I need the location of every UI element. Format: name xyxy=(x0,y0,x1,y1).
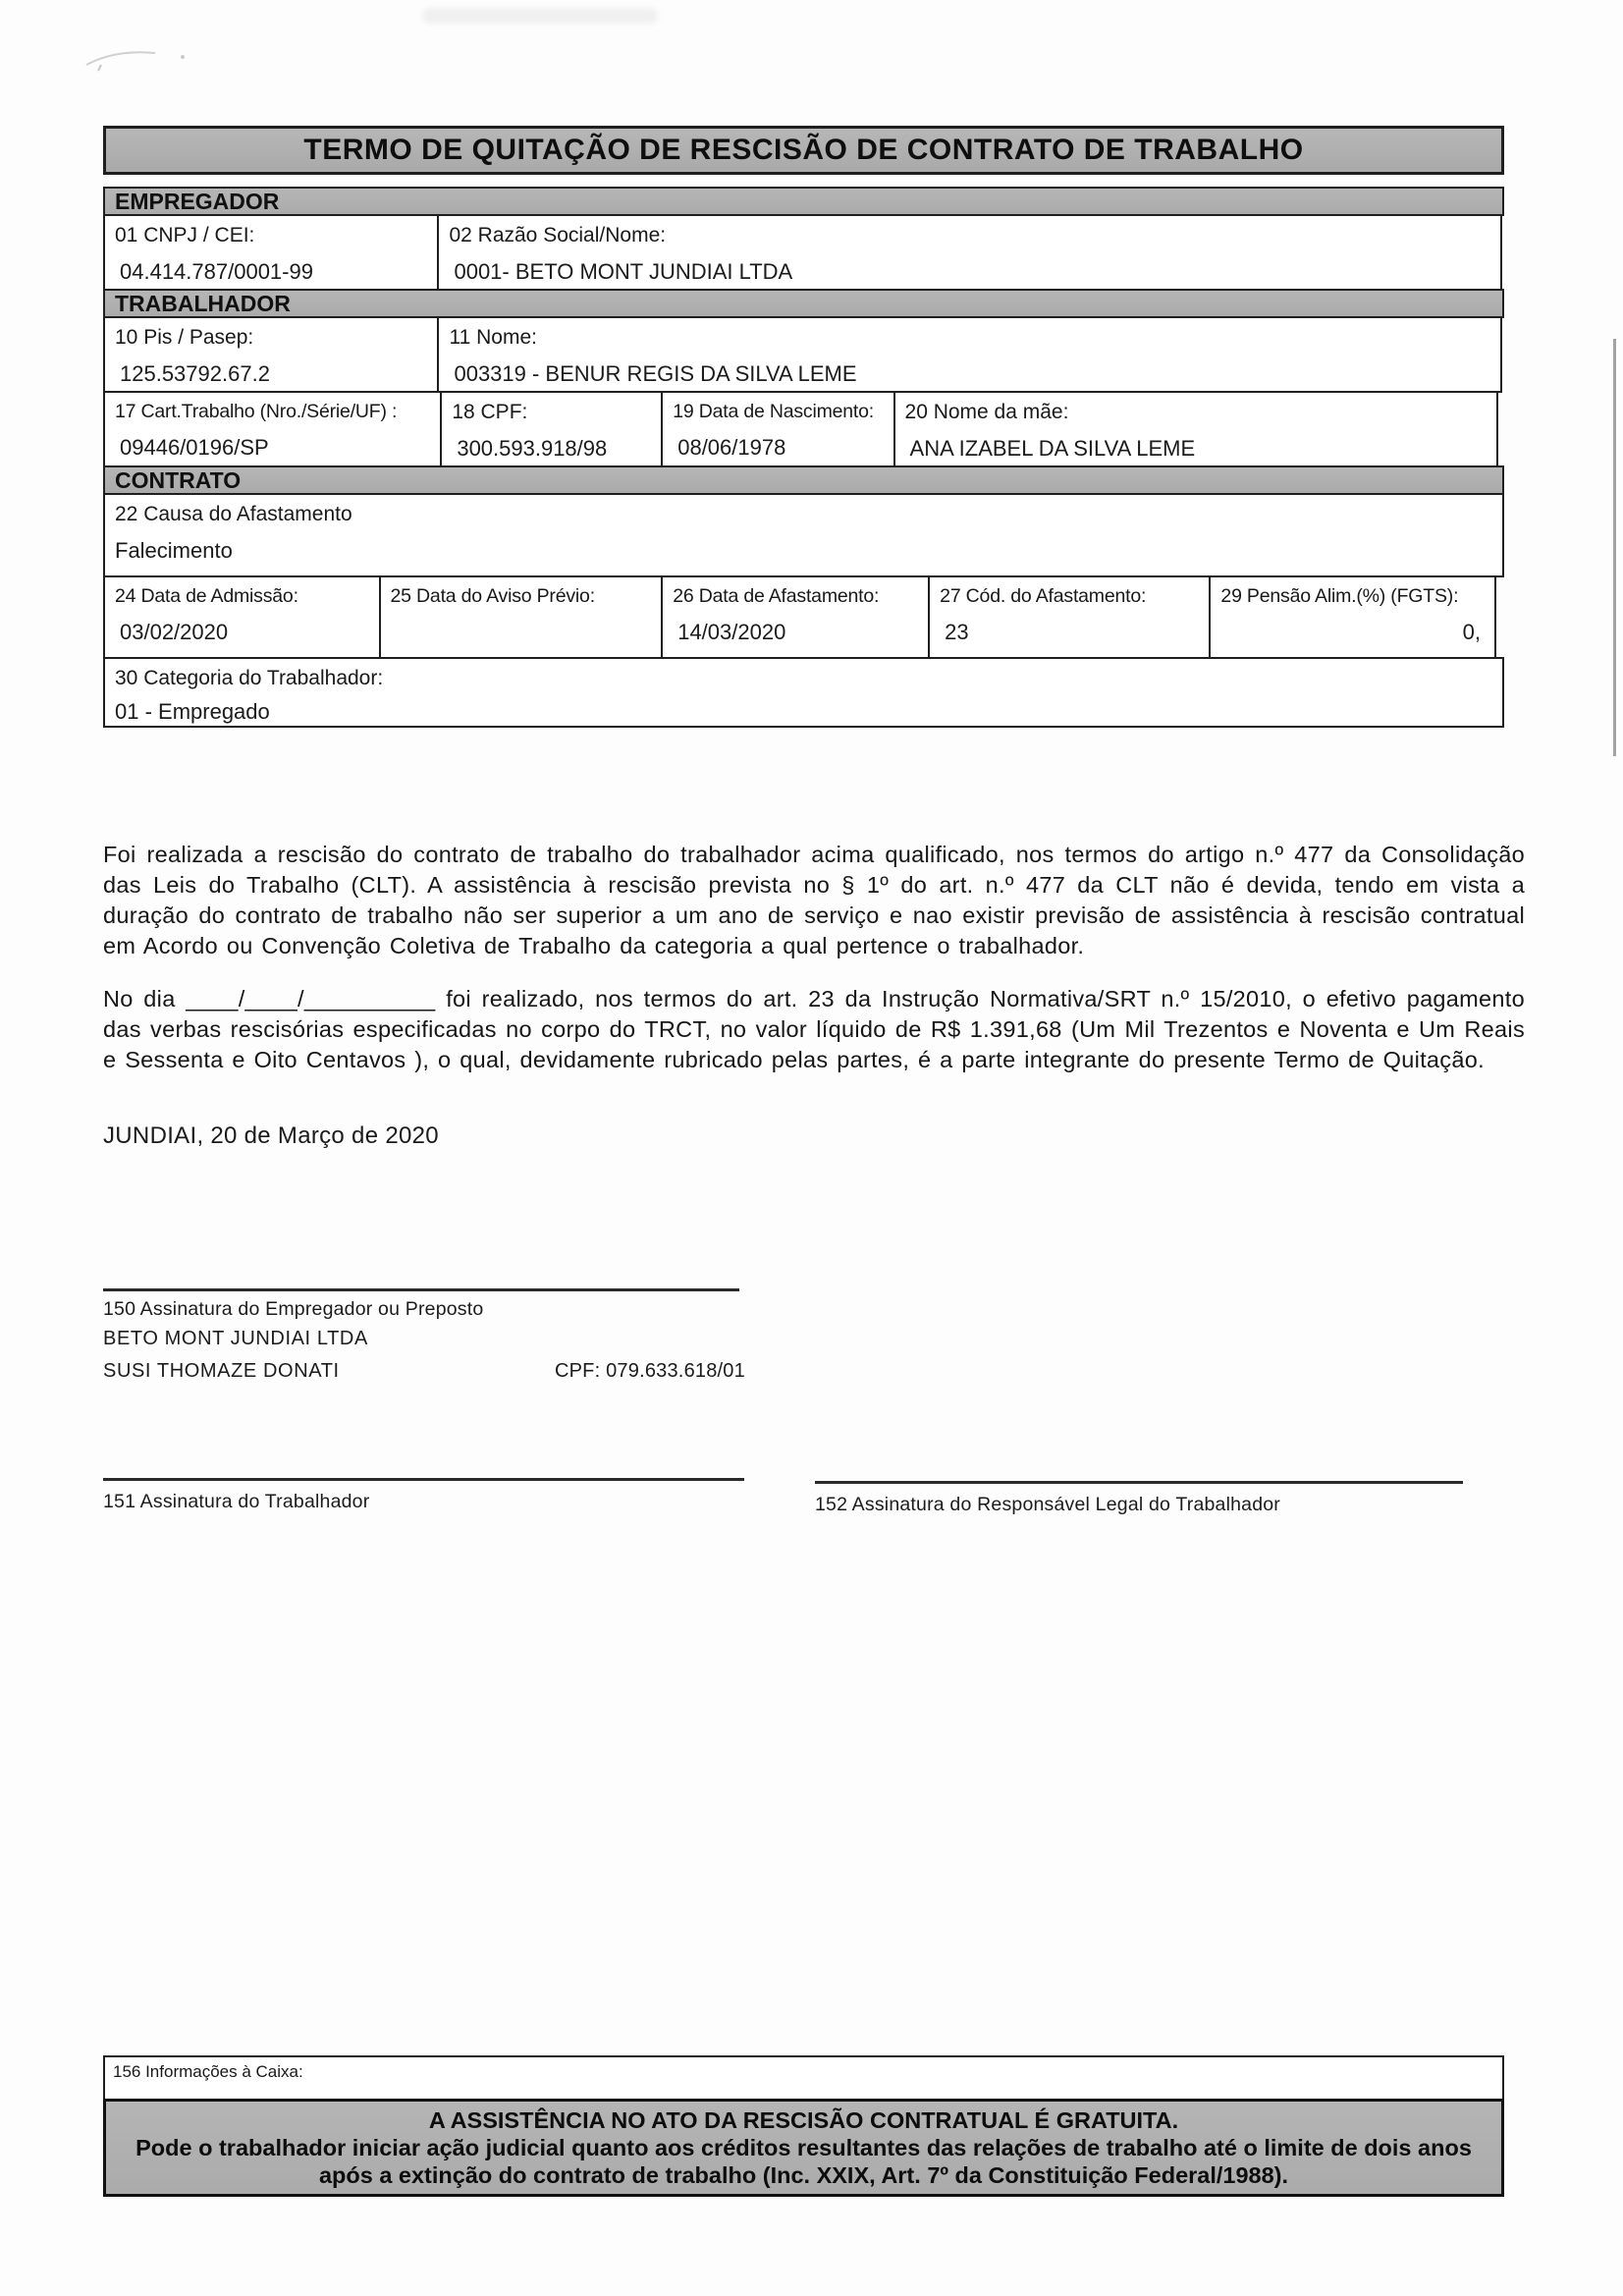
field-pensao-alim-label: 29 Pensão Alim.(%) (FGTS): xyxy=(1220,585,1459,607)
field-data-aviso-previo xyxy=(379,575,664,659)
field-cpf xyxy=(440,391,663,467)
field-causa-afastamento-value: Falecimento xyxy=(115,538,233,563)
field-data-admissao-label: 24 Data de Admissão: xyxy=(115,585,298,607)
row-trabalhador-2 xyxy=(103,391,1504,467)
field-cnpj-value: 04.414.787/0001-99 xyxy=(120,259,313,284)
field-cnpj-label: 01 CNPJ / CEI: xyxy=(115,224,255,246)
field-data-afastamento xyxy=(661,575,930,659)
field-cod-afastamento-value: 23 xyxy=(945,620,969,644)
field-cart-trabalho xyxy=(103,391,442,467)
field-razao-social xyxy=(437,214,1502,291)
section-header-contrato: CONTRATO xyxy=(103,465,1504,495)
field-pis-pasep-value: 125.53792.67.2 xyxy=(120,361,270,386)
row-contrato-1 xyxy=(103,493,1504,577)
field-cpf-value: 300.593.918/98 xyxy=(457,436,608,461)
field-pis-pasep xyxy=(103,316,439,393)
field-pensao-alim xyxy=(1209,575,1496,659)
worker-signature-line xyxy=(103,1478,744,1481)
caixa-info-box xyxy=(103,2055,1504,2101)
legal-representative-signature-label: 152 Assinatura do Responsável Legal do Trabalhador xyxy=(815,1494,1280,1515)
field-data-nascimento-value: 08/06/1978 xyxy=(677,435,786,460)
field-nome-mae xyxy=(893,391,1498,467)
trct-form xyxy=(103,126,1504,728)
field-causa-afastamento-label: 22 Causa do Afastamento xyxy=(115,503,352,525)
field-data-admissao-value: 03/02/2020 xyxy=(120,620,229,644)
field-categoria-label: 30 Categoria do Trabalhador: xyxy=(115,667,384,689)
field-data-admissao xyxy=(103,575,381,659)
field-data-nascimento xyxy=(661,391,894,467)
section-header-empregador: EMPREGADOR xyxy=(103,187,1504,216)
employer-company-name: BETO MONT JUNDIAI LTDA xyxy=(103,1328,368,1349)
field-nome-value: 003319 - BENUR REGIS DA SILVA LEME xyxy=(454,361,857,386)
field-nome-mae-value: ANA IZABEL DA SILVA LEME xyxy=(909,436,1196,461)
field-data-aviso-previo-label: 25 Data do Aviso Prévio: xyxy=(390,585,595,607)
field-causa-afastamento xyxy=(103,493,1504,577)
field-cnpj xyxy=(103,214,439,291)
scan-smudge-artifact xyxy=(422,8,658,24)
city-date-line: JUNDIAI, 20 de Março de 2020 xyxy=(103,1122,439,1149)
field-categoria-value: 01 - Empregado xyxy=(115,699,270,724)
caixa-info-label: 156 Informações à Caixa: xyxy=(113,2062,303,2081)
field-razao-social-label: 02 Razão Social/Nome: xyxy=(449,224,667,246)
row-contrato-2 xyxy=(103,575,1504,659)
worker-signature-label: 151 Assinatura do Trabalhador xyxy=(103,1491,370,1512)
field-cod-afastamento xyxy=(928,575,1211,659)
body-paragraph-2: No dia ____/____/__________ foi realizado, nos termos do art. 23 da Instrução Normativa/SRT n.º 15/2010, o efetivo pagamento das verbas rescisórias especificadas no corpo do TRCT, no valor líquido de R$ 1.391,68 (Um Mil Trezentos e Noventa e Um Reais e Sessenta e Oito Centavos ), o qual, devidamente rubricado pelas partes, é a parte integrante do presente Termo de Quitação. xyxy=(103,986,1525,1072)
employer-representative-cpf: CPF: 079.633.618/01 xyxy=(555,1360,745,1382)
legal-representative-signature-line xyxy=(815,1481,1463,1484)
scan-edge-line-artifact xyxy=(1613,339,1616,756)
field-pensao-alim-value: 0, xyxy=(1462,620,1481,644)
field-cart-trabalho-label: 17 Cart.Trabalho (Nro./Série/UF) : xyxy=(115,401,398,422)
body-paragraph-1: Foi realizada a rescisão do contrato de trabalho do trabalhador acima qualificado, nos termos do artigo n.º 477 da Consolidação das Leis do Trabalho (CLT). A assistência à rescisão prevista no § 1º do art. n.º 477 da CLT não é devida, tendo em vista a duração do contrato de trabalho não ser superior a um ano de serviço e nao existir previsão de assistência à rescisão contratual em Acordo ou Convenção Coletiva de Trabalho da categoria a qual pertence o trabalhador. xyxy=(103,842,1525,958)
field-nome-mae-label: 20 Nome da mãe: xyxy=(904,401,1069,423)
section-header-trabalhador: TRABALHADOR xyxy=(103,289,1504,318)
employer-signature-line xyxy=(103,1288,739,1291)
field-pis-pasep-label: 10 Pis / Pasep: xyxy=(115,326,254,349)
field-cod-afastamento-label: 27 Cód. do Afastamento: xyxy=(940,585,1147,607)
footer-notice-line1: A ASSISTÊNCIA NO ATO DA RESCISÃO CONTRATUAL É GRATUITA. xyxy=(428,2107,1179,2133)
row-contrato-3 xyxy=(103,657,1504,728)
field-razao-social-value: 0001- BETO MONT JUNDIAI LTDA xyxy=(454,259,793,284)
scan-pen-mark-artifact xyxy=(77,27,253,77)
field-nome xyxy=(437,316,1502,393)
field-categoria xyxy=(103,657,1504,728)
field-cpf-label: 18 CPF: xyxy=(452,401,528,423)
row-empregador xyxy=(103,214,1504,291)
field-nome-label: 11 Nome: xyxy=(449,326,537,349)
document-title: TERMO DE QUITAÇÃO DE RESCISÃO DE CONTRATO DE TRABALHO xyxy=(103,126,1504,175)
employer-signature-label: 150 Assinatura do Empregador ou Preposto xyxy=(103,1298,484,1320)
field-data-nascimento-label: 19 Data de Nascimento: xyxy=(673,401,875,422)
footer-notice-banner xyxy=(103,2099,1504,2197)
field-data-afastamento-value: 14/03/2020 xyxy=(677,620,786,644)
row-trabalhador-1 xyxy=(103,316,1504,393)
field-cart-trabalho-value: 09446/0196/SP xyxy=(120,435,269,460)
field-data-afastamento-label: 26 Data de Afastamento: xyxy=(673,585,880,607)
employer-representative-name: SUSI THOMAZE DONATI xyxy=(103,1360,340,1382)
footer-notice-line2: Pode o trabalhador iniciar ação judicial quanto aos créditos resultantes das relações de trabalho até o limite de dois anos após a extinção do contrato de trabalho (Inc. XXIX, Art. 7º da Constituição Federal/1988). xyxy=(135,2135,1472,2188)
